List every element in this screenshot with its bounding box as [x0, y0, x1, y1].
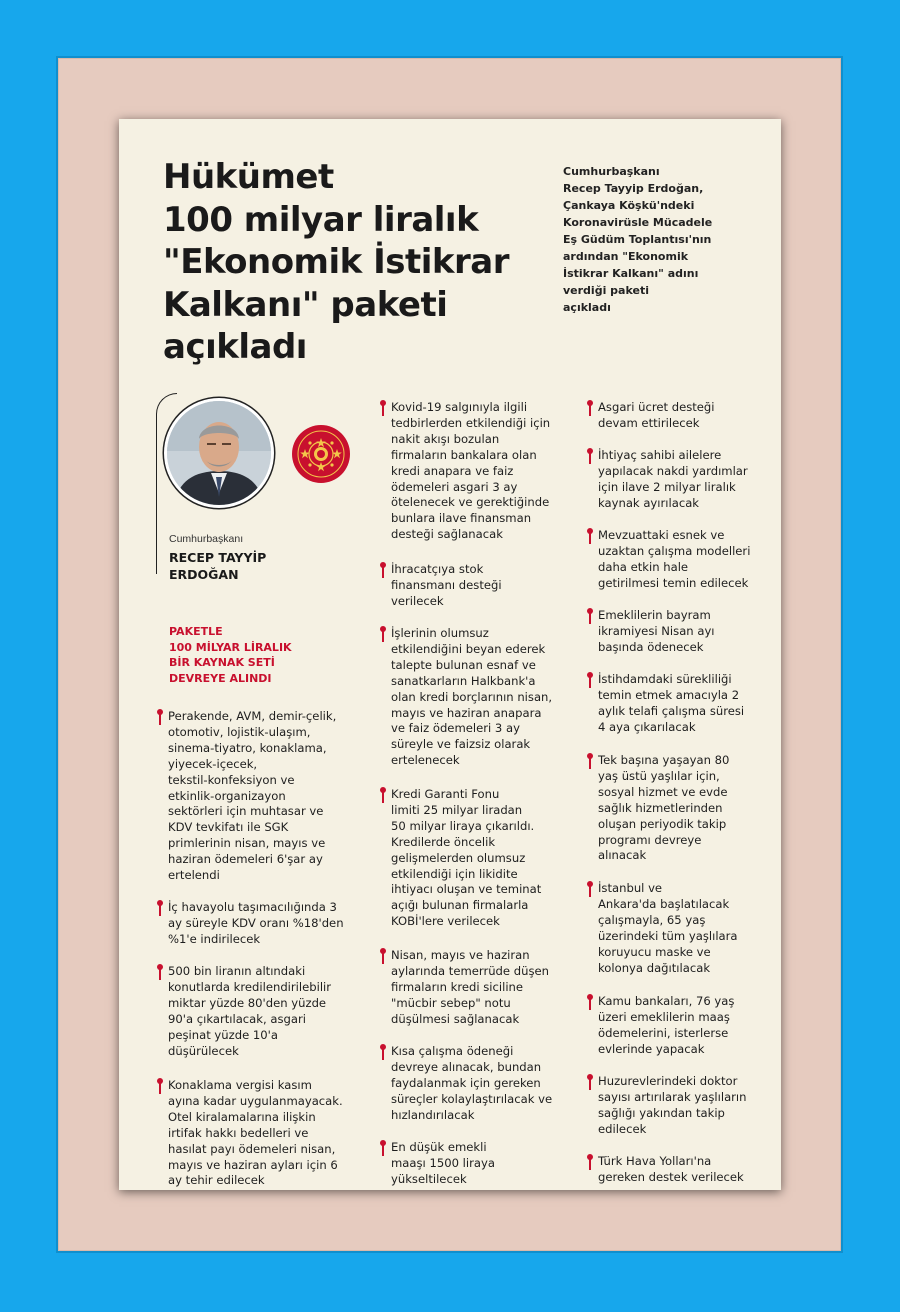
- bullet-text: [391, 400, 550, 543]
- bullet-marker-icon: [159, 1080, 161, 1094]
- bullet-line: gelişmelerden olumsuz: [391, 850, 526, 865]
- bullet-line: hasılat payı ödemeleri nisan,: [168, 1141, 336, 1156]
- bullet-text: [598, 608, 715, 656]
- intro-line: Cumhurbaşkanı: [563, 165, 660, 178]
- bullet-item-left-3: [159, 964, 331, 1059]
- bullet-line: Huzurevlerindeki doktor: [598, 1074, 738, 1088]
- caption-name-line: RECEP TAYYİP: [169, 550, 267, 565]
- bullet-line: olan kredi borçlarının nisan,: [391, 689, 553, 704]
- intro-line: İstikrar Kalkanı" adını: [563, 267, 699, 280]
- bullet-marker-icon: [589, 450, 591, 464]
- intro-line: Koronavirüsle Mücadele: [563, 216, 713, 229]
- bullet-marker-icon: [382, 402, 384, 416]
- bullet-line: İhtiyaç sahibi ailelere: [598, 448, 722, 462]
- bullet-line: finansmanı desteği: [391, 577, 502, 592]
- bullet-line: Tek başına yaşayan 80: [598, 753, 730, 767]
- subheading-line: 100 MİLYAR LİRALIK: [169, 640, 292, 654]
- bullet-line: üzerindeki tüm yaşlılara: [598, 928, 738, 943]
- bullet-line: Kredilerde öncelik: [391, 834, 496, 849]
- bullet-line: üzeri emeklilerin maaş: [598, 1009, 730, 1024]
- bullet-line: Otel kiralamalarına ilişkin: [168, 1109, 316, 1124]
- bullet-line: ötelenecek ve gerektiğinde: [391, 495, 550, 510]
- intro-line: ardından "Ekonomik: [563, 250, 689, 263]
- bullet-line: yiyecek-içecek,: [168, 756, 258, 771]
- bullet-line: primlerinin nisan, mayıs ve: [168, 836, 326, 851]
- bullet-line: peşinat yüzde 10'a: [168, 1027, 278, 1042]
- bullet-line: aylarında temerrüde düşen: [391, 963, 549, 978]
- headline-line: Kalkanı" paketi: [163, 284, 448, 325]
- bullet-line: temin etmek amacıyla 2: [598, 687, 740, 702]
- bullet-line: ay süreyle KDV oranı %18'den: [168, 915, 344, 930]
- bullet-line: irtifak hakkı bedelleri ve: [168, 1125, 309, 1140]
- bullet-line: ödemeleri asgari 3 ay: [391, 479, 518, 494]
- bullet-text: [391, 626, 552, 769]
- bullet-line: tedbirlerden etkilendiği için: [391, 415, 551, 430]
- bullet-marker-icon: [589, 610, 591, 624]
- bullet-line: nakit akışı bozulan: [391, 431, 500, 446]
- intro-line: açıkladı: [563, 301, 611, 314]
- bullet-marker-icon: [382, 628, 384, 642]
- bullet-line: oluşan periyodik takip: [598, 816, 727, 831]
- headline: [163, 156, 533, 369]
- bullet-line: sosyal hizmet ve evde: [598, 784, 728, 799]
- bullet-item-right-5: [589, 672, 744, 736]
- infographic-page: [119, 119, 781, 1190]
- presidential-seal-icon: [291, 424, 351, 484]
- caption-role: Cumhurbaşkanı: [169, 533, 244, 545]
- bullet-line: ödemelerini, isterlerse: [598, 1025, 729, 1040]
- bullet-line: verilecek: [391, 593, 444, 608]
- bullet-line: miktar yüzde 80'den yüzde: [168, 995, 327, 1010]
- bullet-line: evlerinde yapacak: [598, 1041, 705, 1056]
- bullet-line: İstihdamdaki sürekliliği: [598, 672, 732, 686]
- bullet-line: İşlerinin olumsuz: [391, 626, 489, 640]
- bullet-line: İstanbul ve: [598, 881, 663, 895]
- bullet-line: hızlandırılacak: [391, 1107, 475, 1122]
- bullet-line: açığı bulunan firmalarla: [391, 898, 529, 913]
- bullet-text: [598, 753, 729, 864]
- bullet-line: İç havayolu taşımacılığında 3: [168, 900, 337, 914]
- bullet-line: talepte bulunan esnaf ve: [391, 657, 536, 672]
- bullet-item-middle-3: [382, 626, 552, 769]
- bullet-item-left-2: [159, 900, 344, 948]
- bullet-text: [391, 1044, 552, 1124]
- package-subheading: [169, 624, 339, 686]
- bullet-line: kaynak ayırılacak: [598, 495, 700, 510]
- bullet-line: KOBİ'lere verilecek: [391, 914, 500, 929]
- intro-text: [563, 163, 763, 316]
- bullet-line: firmaların kredi siciline: [391, 979, 524, 994]
- intro-line: Eş Güdüm Toplantısı'nın: [563, 233, 712, 246]
- bullet-line: ayına kadar uygulanmayacak.: [168, 1093, 343, 1108]
- headline-line: "Ekonomik İstikrar: [163, 242, 509, 282]
- bullet-line: programı devreye: [598, 832, 702, 847]
- subheading-line: PAKETLE: [169, 625, 223, 638]
- bullet-item-right-4: [589, 608, 715, 656]
- bullet-line: tekstil-konfeksiyon ve: [168, 772, 295, 787]
- bullet-item-middle-4: [382, 787, 541, 930]
- bullet-item-right-1: [589, 400, 715, 432]
- bullet-item-left-4: [159, 1078, 343, 1189]
- bullet-line: İhracatçıya stok: [391, 562, 484, 576]
- bullet-line: ay tehir edilecek: [168, 1173, 265, 1188]
- bullet-text: [598, 448, 748, 512]
- headline-line: Hükümet: [163, 157, 334, 197]
- bullet-marker-icon: [382, 1142, 384, 1156]
- bullet-text: [168, 964, 331, 1059]
- bullet-line: daha etkin hale: [598, 559, 689, 574]
- bullet-marker-icon: [159, 966, 161, 980]
- bullet-item-right-8: [589, 994, 734, 1058]
- bullet-line: Asgari ücret desteği: [598, 400, 715, 414]
- bullet-line: yükseltilecek: [391, 1171, 467, 1186]
- bullet-line: KDV tevkifatı ile SGK: [168, 820, 289, 835]
- bullet-line: kolonya dağıtılacak: [598, 960, 711, 975]
- bullet-text: [168, 1078, 343, 1189]
- bullet-text: [598, 672, 744, 736]
- bullet-line: Nisan, mayıs ve haziran: [391, 948, 530, 962]
- bullet-marker-icon: [589, 674, 591, 688]
- bullet-line: desteği sağlanacak: [391, 527, 503, 542]
- bullet-text: [598, 1154, 744, 1186]
- bullet-item-middle-2: [382, 562, 502, 610]
- bullet-line: Türk Hava Yolları'na: [598, 1154, 712, 1168]
- bullet-line: etkinlik-organizayon: [168, 788, 286, 803]
- bullet-line: firmaların bankalara olan: [391, 447, 537, 462]
- bullet-line: yaş üstü yaşlılar için,: [598, 768, 720, 783]
- bullet-marker-icon: [382, 950, 384, 964]
- bullet-marker-icon: [382, 789, 384, 803]
- bullet-line: ikramiyesi Nisan ayı: [598, 623, 715, 638]
- bullet-line: uzaktan çalışma modelleri: [598, 543, 751, 558]
- bullet-line: etkilendiğini beyan ederek: [391, 641, 546, 656]
- bullet-line: koruyucu maske ve: [598, 944, 711, 959]
- bullet-text: [598, 994, 734, 1058]
- bullet-line: faydalanmak için gereken: [391, 1075, 541, 1090]
- bullet-line: için ilave 2 milyar liralık: [598, 479, 736, 494]
- bullet-line: bunlara ilave finansman: [391, 511, 532, 526]
- bullet-text: [598, 400, 715, 432]
- bullet-text: [598, 881, 738, 976]
- bullet-item-right-7: [589, 881, 738, 976]
- bullet-line: yapılacak nakdi yardımlar: [598, 463, 748, 478]
- bullet-line: aylık telafi çalışma süresi: [598, 703, 745, 718]
- bullet-marker-icon: [589, 1076, 591, 1090]
- bullet-text: [168, 900, 344, 948]
- bullet-line: otomotiv, lojistik-ulaşım,: [168, 724, 311, 739]
- caption-name-line: ERDOĞAN: [169, 567, 239, 582]
- bullet-marker-icon: [589, 883, 591, 897]
- bullet-line: sağlığı yakından takip: [598, 1105, 725, 1120]
- bullet-text: [598, 1074, 747, 1138]
- subheading-line: BİR KAYNAK SETİ: [169, 656, 275, 669]
- bullet-line: Emeklilerin bayram: [598, 608, 711, 622]
- bullet-line: Mevzuattaki esnek ve: [598, 528, 725, 542]
- bullet-line: başında ödenecek: [598, 639, 704, 654]
- bullet-line: haziran ödemeleri 6'şar ay: [168, 852, 323, 867]
- bullet-line: kredi anapara ve faiz: [391, 463, 514, 478]
- bullet-line: sektörleri için muhtasar ve: [168, 804, 324, 819]
- bullet-marker-icon: [589, 1156, 591, 1170]
- bullet-marker-icon: [589, 996, 591, 1010]
- bullet-marker-icon: [589, 755, 591, 769]
- bullet-marker-icon: [589, 402, 591, 416]
- bullet-text: [598, 528, 750, 592]
- bullet-line: Kamu bankaları, 76 yaş: [598, 994, 735, 1008]
- bullet-marker-icon: [159, 711, 161, 725]
- intro-line: verdiği paketi: [563, 284, 649, 297]
- bullet-line: edilecek: [598, 1121, 647, 1136]
- bullet-text: [391, 562, 502, 610]
- intro-line: Recep Tayyip Erdoğan,: [563, 182, 704, 195]
- bullet-line: Kredi Garanti Fonu: [391, 787, 500, 801]
- bullet-line: düşürülecek: [168, 1043, 239, 1058]
- bullet-line: getirilmesi temin edilecek: [598, 575, 749, 590]
- bullet-line: devam ettirilecek: [598, 415, 700, 430]
- bullet-item-middle-6: [382, 1044, 552, 1124]
- bullet-line: %1'e indirilecek: [168, 931, 261, 946]
- bullet-line: ve faiz ödemeleri 3 ay: [391, 721, 520, 736]
- bullet-item-right-10: [589, 1154, 744, 1186]
- bullet-line: Konaklama vergisi kasım: [168, 1078, 312, 1092]
- headline-line: 100 milyar liralık: [163, 199, 479, 240]
- bullet-text: [168, 709, 336, 884]
- bullet-line: alınacak: [598, 848, 647, 863]
- president-portrait: [164, 398, 274, 508]
- bullet-line: süreyle ve faizsiz olarak: [391, 737, 531, 752]
- bullet-line: maaşı 1500 liraya: [391, 1155, 495, 1170]
- bullet-line: Perakende, AVM, demir-çelik,: [168, 709, 337, 723]
- bullet-line: düşülmesi sağlanacak: [391, 1011, 520, 1026]
- bullet-item-right-9: [589, 1074, 747, 1138]
- headline-line: açıkladı: [163, 327, 307, 367]
- bullet-line: gereken destek verilecek: [598, 1169, 744, 1184]
- bullet-marker-icon: [382, 564, 384, 578]
- bullet-line: Kısa çalışma ödeneği: [391, 1044, 514, 1058]
- bullet-line: 50 milyar liraya çıkarıldı.: [391, 818, 535, 833]
- bullet-line: süreçler kolaylaştırılacak ve: [391, 1091, 553, 1106]
- bullet-line: limiti 25 milyar liradan: [391, 802, 523, 817]
- bullet-text: [391, 787, 541, 930]
- bullet-line: konutlarda kredilendirilebilir: [168, 979, 332, 994]
- bullet-item-right-6: [589, 753, 729, 864]
- bullet-line: 4 aya çıkarılacak: [598, 719, 696, 734]
- bullet-line: sayısı artırılarak yaşlıların: [598, 1089, 747, 1104]
- bullet-line: Ankara'da başlatılacak: [598, 896, 730, 911]
- caption-name: [169, 549, 289, 583]
- bullet-line: ertelenecek: [391, 753, 460, 768]
- intro-line: Çankaya Köşkü'ndeki: [563, 199, 695, 212]
- bullet-line: sinema-tiyatro, konaklama,: [168, 740, 327, 755]
- bullet-marker-icon: [159, 902, 161, 916]
- bullet-line: En düşük emekli: [391, 1140, 487, 1154]
- bullet-item-right-2: [589, 448, 748, 512]
- bullet-text: [391, 948, 549, 1028]
- bullet-item-right-3: [589, 528, 750, 592]
- bullet-line: ihtiyacı oluşan ve teminat: [391, 882, 542, 897]
- bullet-marker-icon: [589, 530, 591, 544]
- bullet-line: ertelendi: [168, 868, 220, 883]
- bullet-item-middle-1: [382, 400, 550, 543]
- bullet-line: 90'a çıkartılacak, asgari: [168, 1011, 306, 1026]
- bullet-line: mayıs ve haziran ayları için 6: [168, 1157, 338, 1172]
- bullet-text: [391, 1140, 495, 1188]
- bullet-line: çalışmayla, 65 yaş: [598, 912, 706, 927]
- bullet-item-left-1: [159, 709, 336, 884]
- bullet-line: mayıs ve haziran anapara: [391, 705, 542, 720]
- bullet-line: Kovid-19 salgınıyla ilgili: [391, 400, 528, 414]
- subheading-line: DEVREYE ALINDI: [169, 671, 272, 685]
- bullet-line: 500 bin liranın altındaki: [168, 964, 306, 978]
- bullet-item-middle-5: [382, 948, 549, 1028]
- bullet-marker-icon: [382, 1046, 384, 1060]
- bullet-line: devreye alınacak, bundan: [391, 1059, 542, 1074]
- bullet-line: sağlık hizmetlerinden: [598, 800, 723, 815]
- bullet-item-middle-7: [382, 1140, 495, 1188]
- bullet-line: etkilendiği için likidite: [391, 866, 518, 881]
- bullet-line: sanatkarların Halkbank'a: [391, 673, 536, 688]
- bullet-line: "mücbir sebep" notu: [391, 995, 511, 1010]
